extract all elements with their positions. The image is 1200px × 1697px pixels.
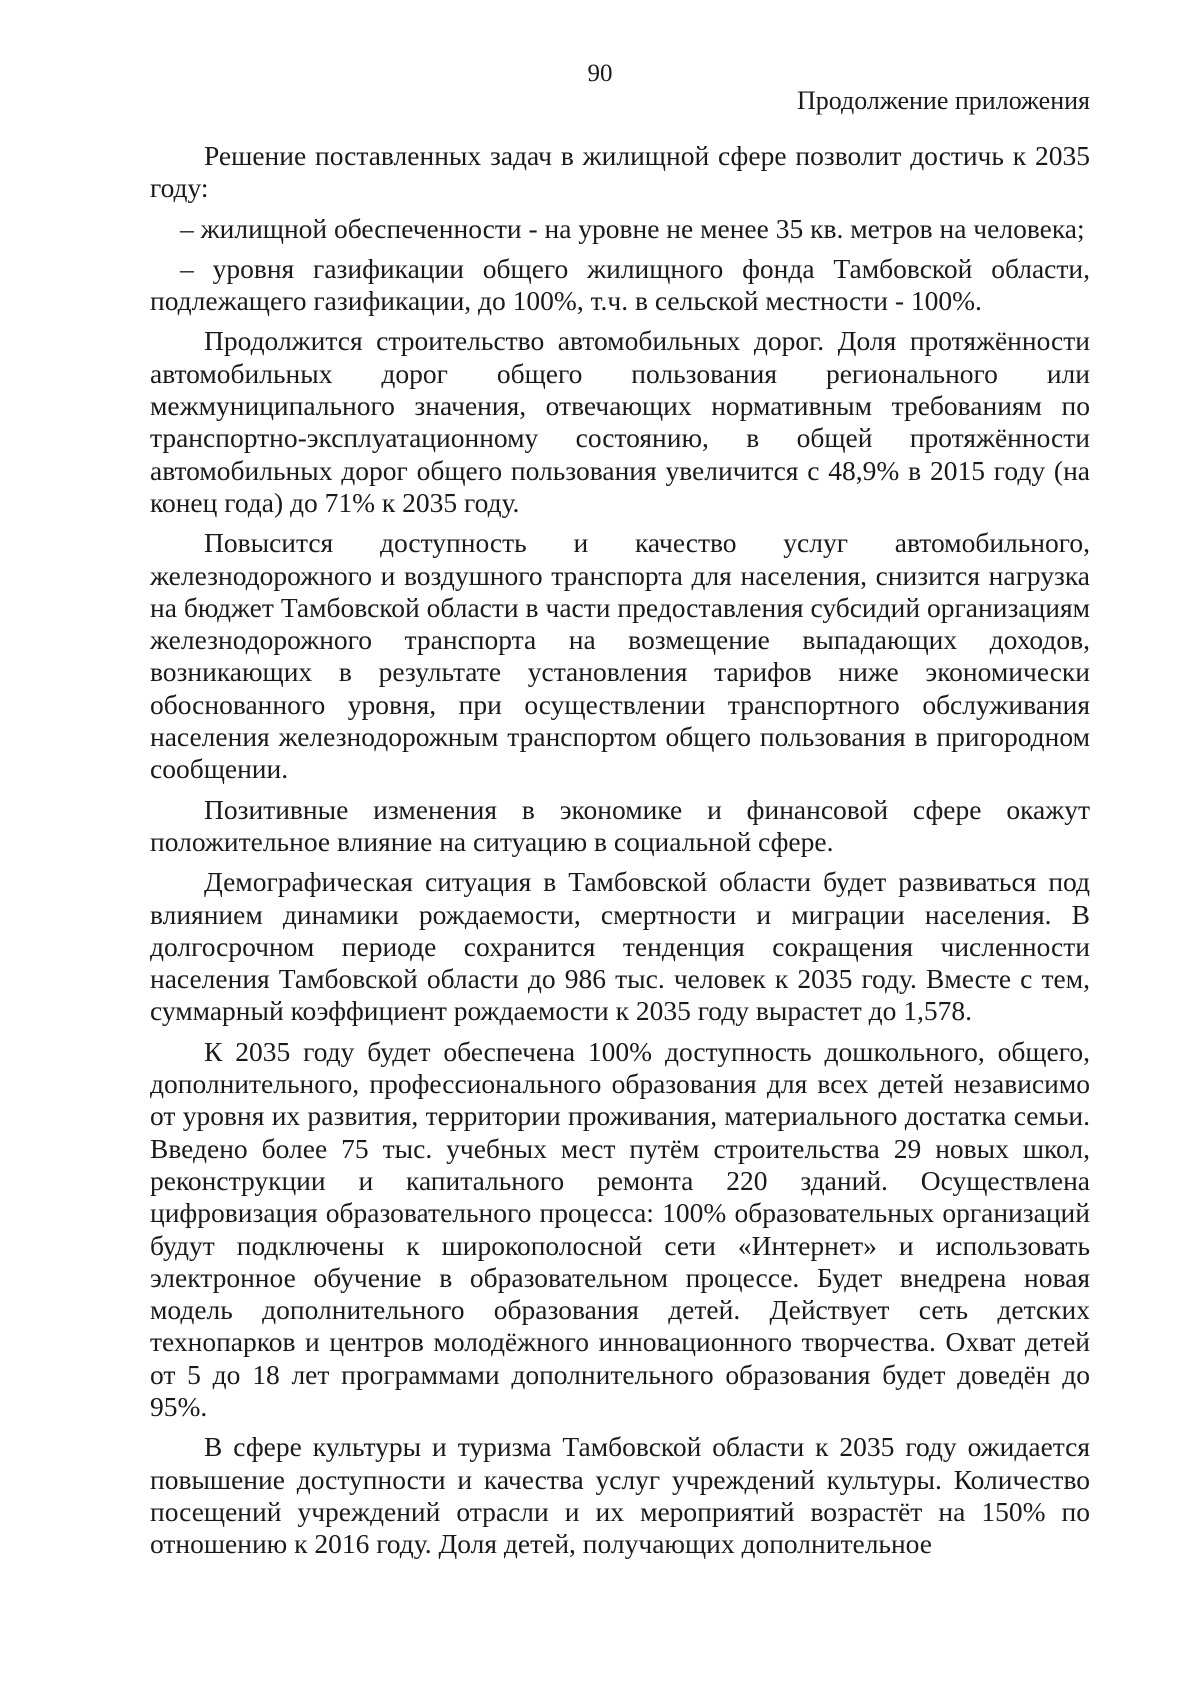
body-text — [150, 140, 1090, 1568]
paragraph-demography: Демографическая ситуация в Тамбовской области будет развиваться под влиянием динамики рождаемости, смертности и миграции населения. В долгосрочном периоде сохранится тенденция сокращения численности населения Тамбовской области до 986 тыс. человек к 2035 году. Вместе с тем, суммарный коэффициент рождаемости к 2035 году вырастет до 1,578. — [150, 866, 1090, 1027]
paragraph-housing-intro: Решение поставленных задач в жилищной сфере позволит достичь к 2035 году: — [150, 140, 1090, 204]
paragraph-transport: Повысится доступность и качество услуг автомобильного, железнодорожного и воздушного транспорта для населения, снизится нагрузка на бюджет Тамбовской области в части предоставления субсидий организациям железнодорожного транспорта на возмещение выпадающих доходов, возникающих в результате установления тарифов ниже экономически обоснованного уровня, при осуществлении транспортного обслуживания населения железнодорожным транспортом общего пользования в пригородном сообщении. — [150, 527, 1090, 785]
page-number: 90 — [587, 60, 613, 87]
continuation-label: Продолжение приложения — [796, 86, 1090, 115]
paragraph-roads: Продолжится строительство автомобильных дорог. Доля протяжённости автомобильных дорог общего пользования регионального или межмуниципального значения, отвечающих нормативным требованиям по транспортно-эксплуатационному состоянию, в общей протяжённости автомобильных дорог общего пользования увеличится с 48,9% в 2015 году (на конец года) до 71% к 2035 году. — [150, 325, 1090, 518]
paragraph-economy: Позитивные изменения в экономике и финансовой сфере окажут положительное влияние на ситуацию в социальной сфере. — [150, 793, 1090, 857]
paragraph-education: К 2035 году будет обеспечена 100% доступность дошкольного, общего, дополнительного, профессионального образования для всех детей независимо от уровня их развития, территории проживания, материального достатка семьи. Введено более 75 тыс. учебных мест путём строительства 29 новых школ, реконструкции и капитального ремонта 220 зданий. Осуществлена цифровизация образовательного процесса: 100% образовательных организаций будут подключены к широкополосной сети «Интернет» и использовать электронное обучение в образовательном процессе. Будет внедрена новая модель дополнительного образования детей. Действует сеть детских технопарков и центров молодёжного инновационного творчества. Охват детей от 5 до 18 лет программами дополнительного образования будет доведён до 95%. — [150, 1035, 1090, 1422]
paragraph-culture: В сфере культуры и туризма Тамбовской области к 2035 году ожидается повышение доступности и качества услуг учреждений культуры. Количество посещений учреждений отрасли и их мероприятий возрастёт на 150% по отношению к 2016 году. Доля детей, получающих дополнительное — [150, 1431, 1090, 1560]
list-item-housing-provision: – жилищной обеспеченности - на уровне не менее 35 кв. метров на человека; — [180, 212, 1085, 244]
list-item-gasification: – уровня газификации общего жилищного фонда Тамбовской области, подлежащего газификации, до 100%, т.ч. в сельской местности - 100%. — [150, 252, 1090, 317]
